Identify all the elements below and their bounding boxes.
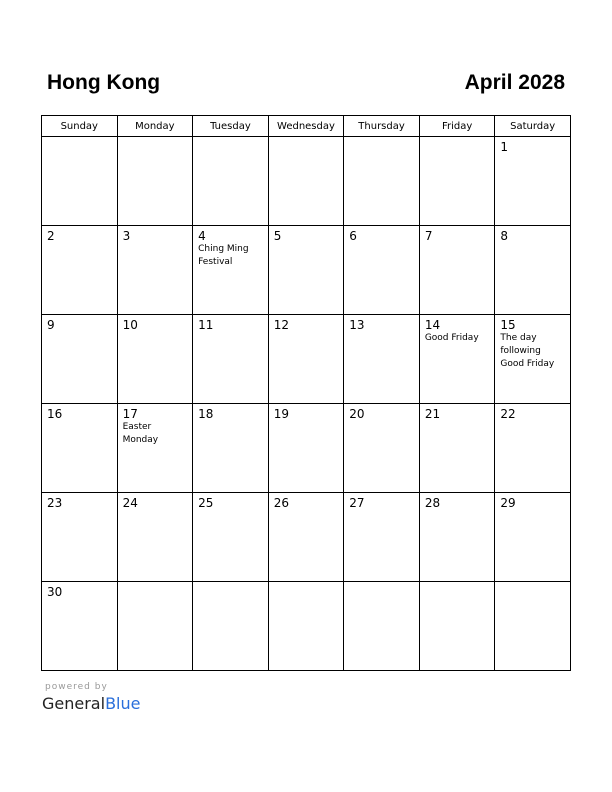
day-number: 27 bbox=[349, 496, 365, 510]
day-number: 1 bbox=[500, 140, 509, 154]
day-cell-content bbox=[344, 493, 419, 510]
day-number: 4 bbox=[198, 229, 206, 243]
day-number: 15 bbox=[500, 318, 516, 332]
powered-by-text: powered by bbox=[45, 682, 108, 692]
day-cell-content bbox=[495, 493, 570, 510]
day-cell-content bbox=[495, 404, 570, 421]
day-number: 2 bbox=[47, 229, 55, 243]
day-cell-content bbox=[420, 404, 495, 421]
brand-general-text: General bbox=[42, 694, 106, 713]
weekday-header: Saturday bbox=[495, 116, 571, 137]
day-cell-content bbox=[420, 315, 495, 345]
day-cell-content bbox=[118, 137, 193, 140]
calendar-grid bbox=[41, 115, 571, 671]
week-row bbox=[42, 493, 571, 582]
day-cell-content bbox=[344, 582, 419, 585]
day-cell[interactable] bbox=[42, 404, 118, 493]
day-cell[interactable] bbox=[419, 404, 495, 493]
day-cell[interactable] bbox=[495, 582, 571, 671]
day-cell[interactable] bbox=[42, 493, 118, 582]
day-cell-content bbox=[269, 493, 344, 510]
day-number: 7 bbox=[424, 229, 433, 243]
day-number: 13 bbox=[349, 318, 365, 332]
month-title: April 2028 bbox=[464, 71, 565, 94]
day-cell[interactable] bbox=[268, 315, 344, 404]
day-number: 9 bbox=[47, 318, 55, 332]
day-cell-content bbox=[344, 226, 419, 243]
day-number: 26 bbox=[273, 496, 289, 510]
day-cell[interactable] bbox=[419, 493, 495, 582]
weekday-header: Monday bbox=[117, 116, 193, 137]
day-cell-content bbox=[495, 315, 570, 371]
day-cell[interactable] bbox=[344, 493, 420, 582]
day-number: 18 bbox=[198, 407, 214, 421]
day-cell-content bbox=[193, 493, 268, 510]
day-number: 16 bbox=[47, 407, 63, 421]
day-number: 25 bbox=[198, 496, 214, 510]
day-cell-content bbox=[193, 226, 268, 269]
day-cell-content bbox=[42, 493, 117, 510]
day-cell[interactable] bbox=[419, 582, 495, 671]
day-cell[interactable] bbox=[117, 493, 193, 582]
day-number: 10 bbox=[122, 318, 138, 332]
day-cell[interactable] bbox=[495, 137, 571, 226]
day-cell-content bbox=[269, 315, 344, 332]
region-title: Hong Kong bbox=[47, 71, 161, 94]
day-cell[interactable] bbox=[193, 582, 269, 671]
day-cell-content bbox=[42, 582, 117, 599]
day-cell[interactable] bbox=[344, 315, 420, 404]
weekday-header: Thursday bbox=[344, 116, 420, 137]
day-cell-content bbox=[344, 315, 419, 332]
day-cell[interactable] bbox=[495, 226, 571, 315]
day-cell-content bbox=[193, 582, 268, 585]
day-cell-content bbox=[118, 404, 193, 447]
day-cell-content bbox=[269, 404, 344, 421]
day-number: 28 bbox=[424, 496, 441, 510]
day-cell[interactable] bbox=[193, 493, 269, 582]
day-cell[interactable] bbox=[117, 226, 193, 315]
holiday-label: The day following Good Friday bbox=[500, 333, 555, 369]
day-cell-content bbox=[344, 404, 419, 421]
weekday-header: Friday bbox=[419, 116, 495, 137]
day-cell[interactable] bbox=[268, 137, 344, 226]
day-cell[interactable] bbox=[117, 315, 193, 404]
day-cell[interactable] bbox=[344, 137, 420, 226]
week-row bbox=[42, 582, 571, 671]
day-cell[interactable] bbox=[117, 582, 193, 671]
weekday-header: Tuesday bbox=[193, 116, 269, 137]
day-cell-content bbox=[495, 582, 570, 585]
day-number: 5 bbox=[273, 229, 282, 243]
day-cell-content bbox=[193, 404, 268, 421]
day-cell-content bbox=[193, 315, 268, 332]
weekday-header: Sunday bbox=[42, 116, 118, 137]
day-cell[interactable] bbox=[268, 493, 344, 582]
day-cell[interactable] bbox=[268, 582, 344, 671]
day-number: 3 bbox=[122, 229, 131, 243]
day-cell-content bbox=[42, 226, 117, 243]
day-cell[interactable] bbox=[193, 137, 269, 226]
day-cell-content bbox=[495, 137, 570, 154]
day-cell[interactable] bbox=[193, 404, 269, 493]
weekday-header-row bbox=[42, 116, 571, 137]
day-number: 17 bbox=[122, 407, 138, 421]
day-number: 20 bbox=[349, 407, 365, 421]
day-number: 11 bbox=[198, 318, 214, 332]
brand-blue-text: Blue bbox=[105, 694, 141, 713]
day-cell[interactable] bbox=[495, 493, 571, 582]
day-cell[interactable] bbox=[193, 315, 269, 404]
day-cell-content bbox=[42, 404, 117, 421]
day-cell[interactable] bbox=[344, 226, 420, 315]
week-row bbox=[42, 404, 571, 493]
day-cell-content bbox=[193, 137, 268, 140]
day-cell-content bbox=[269, 226, 344, 243]
day-cell-content bbox=[269, 582, 344, 585]
holiday-label: Ching Ming Festival bbox=[198, 244, 249, 267]
day-cell-content bbox=[42, 137, 117, 140]
day-number: 19 bbox=[273, 407, 289, 421]
day-cell[interactable] bbox=[42, 315, 118, 404]
day-number: 29 bbox=[500, 496, 516, 510]
day-number: 23 bbox=[47, 496, 63, 510]
day-cell-content bbox=[344, 137, 419, 140]
day-number: 22 bbox=[500, 407, 516, 421]
day-cell[interactable] bbox=[495, 404, 571, 493]
day-cell[interactable] bbox=[42, 137, 118, 226]
day-number: 14 bbox=[424, 318, 441, 332]
day-cell[interactable] bbox=[117, 137, 193, 226]
day-cell-content bbox=[495, 226, 570, 243]
day-cell-content bbox=[118, 582, 193, 585]
day-number: 8 bbox=[500, 229, 509, 243]
day-cell[interactable] bbox=[419, 137, 495, 226]
day-number: 12 bbox=[273, 318, 289, 332]
week-row bbox=[42, 315, 571, 404]
day-number: 6 bbox=[349, 229, 357, 243]
day-cell[interactable] bbox=[495, 315, 571, 404]
week-row bbox=[42, 137, 571, 226]
day-cell[interactable] bbox=[419, 315, 495, 404]
weekday-header: Wednesday bbox=[268, 116, 344, 137]
holiday-label: Good Friday bbox=[424, 333, 479, 343]
day-cell[interactable] bbox=[268, 226, 344, 315]
day-cell[interactable] bbox=[117, 404, 193, 493]
generalblue-logo[interactable] bbox=[42, 694, 140, 713]
day-cell[interactable] bbox=[419, 226, 495, 315]
day-cell-content bbox=[118, 226, 193, 243]
day-number: 21 bbox=[424, 407, 441, 421]
holiday-label: Easter Monday bbox=[122, 422, 159, 445]
day-cell[interactable] bbox=[42, 226, 118, 315]
day-cell[interactable] bbox=[193, 226, 269, 315]
day-cell-content bbox=[269, 137, 344, 140]
day-number: 30 bbox=[47, 585, 63, 599]
day-cell[interactable] bbox=[344, 582, 420, 671]
day-cell-content bbox=[42, 315, 117, 332]
day-cell-content bbox=[420, 137, 495, 140]
day-cell[interactable] bbox=[268, 404, 344, 493]
day-cell-content bbox=[118, 493, 193, 510]
day-cell-content bbox=[420, 226, 495, 243]
day-cell[interactable] bbox=[344, 404, 420, 493]
day-cell-content bbox=[420, 582, 495, 585]
day-cell-content bbox=[118, 315, 193, 332]
day-cell-content bbox=[420, 493, 495, 510]
day-number: 24 bbox=[122, 496, 138, 510]
week-row bbox=[42, 226, 571, 315]
day-cell[interactable] bbox=[42, 582, 118, 671]
